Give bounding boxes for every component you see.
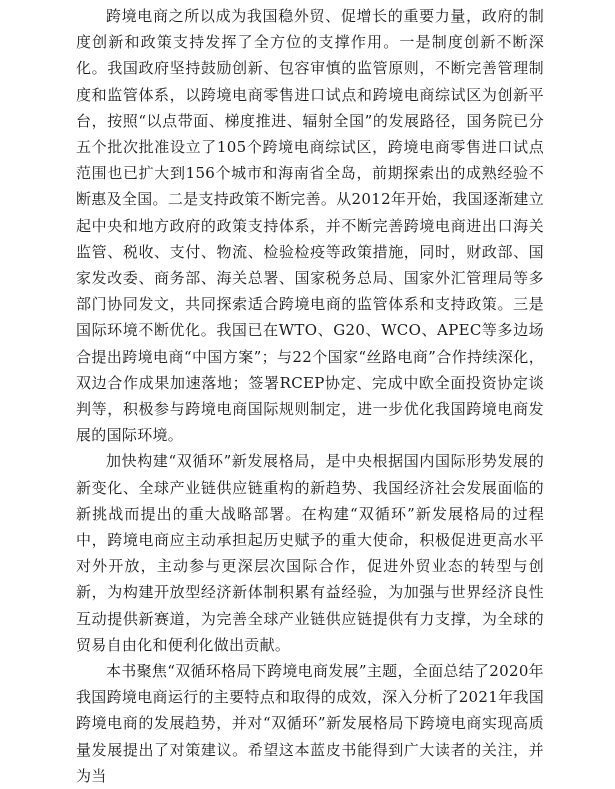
paragraph-institutional-innovation: 跨境电商之所以成为我国稳外贸、促增长的重要力量，政府的制度创新和政策支持发挥了全方位的支撑作用。一是制度创新不断深化。我国政府坚持鼓励创新、包容审慎的监管原则，不断完善管理制度和监管体系，以跨境电商零售进口试点和跨境电商综试区为创新平台，按照“以点带面、梯度推进、辐射全国”的发展路径，国务院已分五个批次批准设立了105个跨境电商综试区，跨境电商零售进口试点范围也已扩大到156个城市和海南省全岛，前期探索出的成熟经验不断惠及全国。二是支持政策不断完善。从2012年开始，我国逐渐建立起中央和地方政府的政策支持体系，并不断完善跨境电商进出口海关监管、税收、支付、物流、检验检疫等政策措施，同时，财政部、国家发改委、商务部、海关总署、国家税务总局、国家外汇管理局等多部门协同发文，共同探索适合跨境电商的监管体系和支持政策。三是国际环境不断优化。我国已在WTO、G20、WCO、APEC等多边场合提出跨境电商“中国方案”；与22个国家“丝路电商”合作持续深化，双边合作成果加速落地；签署RCEP协定、完成中欧全面投资协定谈判等，积极参与跨境电商国际规则制定，进一步优化我国跨境电商发展的国际环境。 bbox=[76, 7, 544, 445]
paragraph-dual-circulation: 加快构建“双循环”新发展格局，是中央根据国内国际形势发展的新变化、全球产业链供应链重构的新趋势、我国经济社会发展面临的新挑战而提出的重大战略部署。在构建“双循环”新发展格局的过程中，跨境电商应主动承担起历史赋予的重大使命，积极促进更高水平对外开放，主动参与更深层次国际合作，促进外贸业态的转型与创新，为构建开放型经济新体制积累有益经验，为加强与世界经济良性互动提供新赛道，为完善全球产业链供应链提供有力支撑，为全球的贸易自由化和便利化做出贡献。 bbox=[76, 452, 544, 654]
document-page bbox=[76, 3, 544, 789]
paragraph-book-focus: 本书聚焦“双循环格局下跨境电商发展”主题，全面总结了2020年我国跨境电商运行的主要特点和取得的成效，深入分析了2021年我国跨境电商的发展趋势，并对“双循环”新发展格局下跨境电商实现高质量发展提出了对策建议。希望这本蓝皮书能得到广大读者的关注，并为当 bbox=[76, 662, 544, 785]
